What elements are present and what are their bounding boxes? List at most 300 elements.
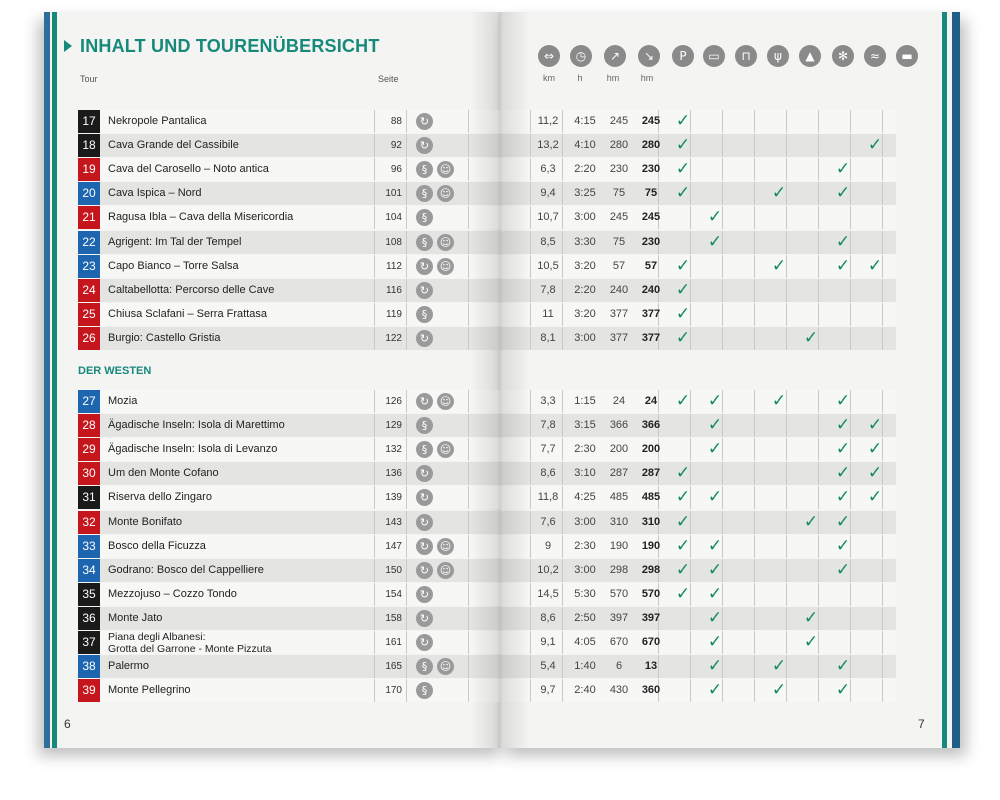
loop-route-icon: ↻ — [416, 586, 433, 603]
tour-page-number[interactable]: 143 — [385, 516, 402, 528]
column-divider — [468, 486, 469, 509]
tour-hm2: 397 — [641, 611, 661, 624]
column-divider — [468, 462, 469, 485]
column-divider — [374, 535, 375, 558]
column-divider — [530, 327, 531, 350]
column-divider — [754, 255, 755, 278]
tour-km: 14,5 — [537, 587, 559, 600]
tour-page-number[interactable]: 116 — [386, 284, 402, 296]
swimming-icon: ≈ — [864, 45, 886, 67]
tour-h: 1:15 — [574, 395, 596, 407]
tour-hm1: 366 — [609, 419, 629, 432]
tour-hm2: 377 — [641, 331, 661, 344]
column-divider — [818, 414, 819, 437]
checkmark-icon: ✓ — [835, 511, 851, 532]
tour-name[interactable]: Agrigent: Im Tal der Tempel — [108, 235, 242, 248]
tour-name[interactable]: Mezzojuso – Cozzo Tondo — [108, 587, 237, 600]
tour-name[interactable]: Ragusa Ibla – Cava della Misericordia — [108, 211, 294, 224]
checkmark-icon: ✓ — [867, 463, 883, 484]
column-divider — [374, 303, 375, 326]
column-divider — [850, 206, 851, 229]
column-divider — [754, 279, 755, 302]
column-divider — [468, 655, 469, 678]
column-divider — [786, 231, 787, 254]
tour-number: 21 — [78, 206, 100, 229]
checkmark-icon: ✓ — [675, 583, 691, 604]
column-divider — [754, 438, 755, 461]
table-row — [78, 206, 896, 229]
column-divider — [374, 462, 375, 485]
table-row — [78, 655, 896, 678]
checkmark-icon: ✓ — [675, 111, 691, 131]
checkmark-icon: ✓ — [675, 183, 691, 204]
tour-name[interactable]: Cava Ispica – Nord — [108, 187, 202, 200]
tour-hm1: 670 — [609, 636, 629, 648]
column-divider — [468, 134, 469, 157]
tour-number: 31 — [78, 486, 100, 509]
tour-page-number[interactable]: 88 — [390, 116, 402, 127]
tour-h: 5:30 — [574, 587, 596, 600]
tour-name[interactable]: Ägadische Inseln: Isola di Marettimo — [108, 419, 285, 432]
tour-hm2: 24 — [644, 395, 658, 407]
tour-hm2: 230 — [641, 235, 661, 248]
parking-icon: P — [672, 45, 694, 67]
column-divider — [882, 679, 883, 702]
family-friendly-icon: ☺ — [437, 562, 454, 579]
column-divider — [468, 511, 469, 534]
checkmark-icon: ✓ — [707, 583, 723, 604]
family-friendly-icon: ☺ — [437, 538, 454, 555]
tour-h: 3:00 — [574, 563, 596, 576]
family-friendly-icon: ☺ — [437, 185, 454, 202]
column-divider — [754, 110, 755, 133]
table-row — [78, 462, 896, 485]
column-divider — [882, 303, 883, 326]
table-row — [78, 303, 896, 326]
column-divider — [786, 607, 787, 630]
tour-name[interactable]: Nekropole Pantalica — [108, 115, 207, 127]
column-divider — [722, 158, 723, 181]
column-divider — [818, 110, 819, 133]
checkmark-icon: ✓ — [867, 487, 883, 508]
one-way-route-icon: § — [416, 185, 433, 202]
column-divider — [406, 231, 407, 254]
table-row — [78, 486, 896, 509]
column-divider — [374, 438, 375, 461]
column-divider — [406, 583, 407, 606]
tour-page-number[interactable]: 129 — [385, 420, 402, 432]
column-divider — [530, 110, 531, 133]
column-divider — [406, 438, 407, 461]
tour-hm1: 298 — [609, 563, 629, 576]
tour-number: 35 — [78, 583, 100, 606]
column-divider — [722, 303, 723, 326]
right-page-edge-strip — [942, 12, 947, 748]
column-divider — [786, 438, 787, 461]
tour-hm2: 57 — [644, 259, 658, 272]
tour-hm2: 230 — [641, 163, 661, 176]
column-divider — [786, 110, 787, 133]
tour-name[interactable]: Mozia — [108, 395, 138, 407]
column-divider — [786, 327, 787, 350]
cable-car-icon: ⊓ — [735, 45, 757, 67]
column-divider — [786, 559, 787, 582]
table-row — [78, 511, 896, 534]
tour-page-number[interactable]: 147 — [385, 540, 402, 552]
column-divider — [468, 535, 469, 558]
tour-km: 11,8 — [537, 491, 559, 504]
checkmark-icon: ✓ — [675, 559, 691, 580]
column-divider — [850, 327, 851, 350]
column-divider — [882, 559, 883, 582]
table-row — [78, 679, 896, 702]
tour-name[interactable]: Caltabellotta: Percorso delle Cave — [108, 283, 275, 296]
column-divider — [530, 255, 531, 278]
tour-h: 3:25 — [574, 187, 596, 200]
tour-number: 20 — [78, 182, 100, 205]
tour-number: 22 — [78, 231, 100, 254]
table-row — [78, 607, 896, 630]
column-divider — [406, 631, 407, 654]
tour-h: 2:20 — [574, 163, 596, 176]
column-divider — [882, 535, 883, 558]
column-divider — [406, 486, 407, 509]
column-divider — [754, 390, 755, 413]
tour-number: 34 — [78, 559, 100, 582]
tour-number: 37 — [78, 631, 100, 654]
loop-route-icon: ↻ — [416, 113, 433, 130]
column-divider — [850, 631, 851, 654]
tour-km: 8,5 — [540, 235, 556, 248]
column-divider — [882, 655, 883, 678]
checkmark-icon: ✓ — [835, 559, 851, 580]
checkmark-icon: ✓ — [675, 511, 691, 532]
tour-hm2: 670 — [641, 636, 661, 648]
column-divider — [690, 679, 691, 702]
column-divider — [818, 390, 819, 413]
column-divider — [530, 438, 531, 461]
checkmark-icon: ✓ — [835, 415, 851, 436]
tour-h: 2:30 — [574, 443, 596, 456]
tour-number: 36 — [78, 607, 100, 630]
tour-page-number[interactable]: 165 — [385, 661, 402, 673]
descent-arrow-icon: ↘ — [638, 45, 660, 67]
column-divider — [374, 414, 375, 437]
one-way-route-icon: § — [416, 441, 433, 458]
tour-hm2: 240 — [641, 283, 661, 296]
column-divider — [818, 486, 819, 509]
tour-number: 19 — [78, 158, 100, 181]
tour-km: 9,4 — [540, 187, 556, 200]
column-divider — [882, 158, 883, 181]
column-divider — [374, 255, 375, 278]
tour-page-number[interactable]: 112 — [386, 260, 402, 272]
tour-hm2: 377 — [641, 307, 661, 320]
checkmark-icon: ✓ — [707, 632, 723, 652]
column-divider — [754, 182, 755, 205]
tour-hm2: 190 — [641, 539, 661, 552]
column-divider — [786, 134, 787, 157]
tour-km: 13,2 — [537, 139, 559, 152]
tour-name[interactable]: Palermo — [108, 660, 149, 673]
tour-name[interactable]: Monte Bonifato — [108, 515, 182, 528]
tour-name[interactable]: Monte Jato — [108, 611, 163, 624]
column-divider — [722, 327, 723, 350]
checkmark-icon: ✓ — [803, 511, 819, 532]
tour-hm1: 280 — [609, 139, 629, 152]
checkmark-icon: ✓ — [707, 559, 723, 580]
tour-km: 6,3 — [540, 163, 556, 176]
checkmark-icon: ✓ — [675, 463, 691, 484]
tour-page-number[interactable]: 139 — [385, 492, 402, 504]
column-divider — [754, 607, 755, 630]
tour-h: 2:40 — [574, 684, 596, 697]
column-divider — [374, 679, 375, 702]
tour-page-number[interactable]: 150 — [385, 564, 402, 576]
column-divider — [468, 607, 469, 630]
column-divider — [818, 303, 819, 326]
checkmark-icon: ✓ — [707, 656, 723, 677]
table-row — [78, 414, 896, 437]
tour-hm1: 310 — [609, 515, 629, 528]
column-divider — [786, 462, 787, 485]
tour-page-number[interactable]: 170 — [385, 685, 402, 697]
page-title: INHALT UND TOURENÜBERSICHT — [80, 36, 380, 56]
bus-icon: ▭ — [703, 45, 725, 67]
table-row — [78, 559, 896, 582]
tour-hm2: 298 — [641, 563, 661, 576]
checkmark-icon: ✓ — [835, 535, 851, 556]
column-divider — [374, 231, 375, 254]
tour-name[interactable]: Capo Bianco – Torre Salsa — [108, 259, 239, 272]
bed-icon: ▬ — [896, 45, 918, 67]
tour-page-number[interactable]: 92 — [390, 140, 402, 152]
tour-km: 10,2 — [537, 563, 559, 576]
column-divider — [530, 535, 531, 558]
column-divider — [530, 583, 531, 606]
tour-page-number[interactable]: 108 — [385, 236, 402, 248]
restaurant-icon: ψ — [767, 45, 789, 67]
tour-name[interactable]: Ägadische Inseln: Isola di Levanzo — [108, 443, 278, 456]
table-row — [78, 255, 896, 278]
tour-h: 3:00 — [574, 515, 596, 528]
column-divider — [406, 559, 407, 582]
checkmark-icon: ✓ — [803, 632, 819, 652]
column-divider — [530, 279, 531, 302]
column-divider — [374, 655, 375, 678]
column-divider — [690, 607, 691, 630]
tour-km: 8,1 — [540, 331, 556, 344]
tour-page-number[interactable]: 126 — [385, 396, 402, 407]
tour-hm1: 75 — [612, 235, 626, 248]
column-divider — [850, 583, 851, 606]
column-divider — [722, 182, 723, 205]
tour-page-number[interactable]: 104 — [385, 212, 402, 224]
tour-name[interactable] — [108, 631, 271, 655]
column-divider — [722, 134, 723, 157]
column-divider — [754, 511, 755, 534]
column-divider — [786, 486, 787, 509]
column-divider — [818, 583, 819, 606]
checkmark-icon: ✓ — [707, 487, 723, 508]
column-divider — [722, 110, 723, 133]
tour-km: 9,1 — [540, 636, 556, 648]
tour-number: 30 — [78, 462, 100, 485]
family-friendly-icon: ☺ — [437, 258, 454, 275]
tour-hm1: 245 — [609, 211, 629, 224]
checkmark-icon: ✓ — [867, 439, 883, 460]
tour-page-number[interactable]: 136 — [385, 468, 402, 480]
family-friendly-icon: ☺ — [437, 393, 454, 410]
one-way-route-icon: § — [416, 682, 433, 699]
column-divider — [754, 559, 755, 582]
title-arrow-icon — [64, 40, 72, 52]
tour-hm1: 75 — [612, 187, 626, 200]
tour-hm1: 397 — [609, 611, 629, 624]
checkmark-icon: ✓ — [867, 135, 883, 156]
tour-h: 4:25 — [574, 491, 596, 504]
column-divider — [722, 255, 723, 278]
column-divider — [374, 279, 375, 302]
summit-icon: ▲ — [799, 45, 821, 67]
tour-number: 24 — [78, 279, 100, 302]
checkmark-icon: ✓ — [771, 680, 787, 701]
tour-h: 4:10 — [574, 139, 596, 152]
checkmark-icon: ✓ — [771, 391, 787, 411]
checkmark-icon: ✓ — [675, 303, 691, 324]
tour-page-number[interactable]: 96 — [390, 164, 402, 176]
tour-name[interactable]: Cava del Carosello – Noto antica — [108, 163, 269, 176]
column-divider — [374, 206, 375, 229]
checkmark-icon: ✓ — [707, 680, 723, 701]
tour-page-number[interactable]: 158 — [385, 612, 402, 624]
column-divider — [374, 583, 375, 606]
column-divider — [786, 511, 787, 534]
column-divider — [690, 655, 691, 678]
column-divider — [406, 607, 407, 630]
tour-name[interactable]: Cava Grande del Cassibile — [108, 139, 239, 152]
column-divider — [882, 110, 883, 133]
checkmark-icon: ✓ — [835, 159, 851, 180]
tour-page-number[interactable]: 101 — [385, 188, 402, 200]
column-divider — [818, 559, 819, 582]
tour-name[interactable]: Riserva dello Zingaro — [108, 491, 212, 504]
checkmark-icon: ✓ — [707, 231, 723, 252]
column-divider — [530, 206, 531, 229]
tour-h: 3:00 — [574, 331, 596, 344]
tour-page-number[interactable]: 122 — [385, 332, 402, 344]
column-divider — [530, 303, 531, 326]
column-divider — [850, 279, 851, 302]
column-divider — [754, 655, 755, 678]
column-divider — [406, 279, 407, 302]
column-divider — [818, 255, 819, 278]
column-divider — [374, 327, 375, 350]
family-friendly-icon: ☺ — [437, 658, 454, 675]
column-header-seite: Seite — [378, 74, 399, 84]
checkmark-icon: ✓ — [803, 327, 819, 348]
tour-name[interactable]: Bosco della Ficuzza — [108, 539, 206, 552]
tour-name[interactable]: Chiusa Sclafani – Serra Frattasa — [108, 307, 267, 320]
column-divider — [786, 303, 787, 326]
tour-page-number[interactable]: 119 — [386, 308, 402, 320]
column-divider — [468, 583, 469, 606]
column-divider — [406, 535, 407, 558]
tour-name[interactable]: Godrano: Bosco del Cappelliere — [108, 563, 264, 576]
column-divider — [818, 206, 819, 229]
tour-hm2: 485 — [641, 491, 661, 504]
tour-hm2: 360 — [641, 684, 661, 697]
table-row — [78, 390, 896, 413]
one-way-route-icon: § — [416, 209, 433, 226]
tour-page-number[interactable]: 132 — [385, 444, 402, 456]
tour-name[interactable]: Um den Monte Cofano — [108, 467, 219, 480]
column-divider — [374, 486, 375, 509]
loop-route-icon: ↻ — [416, 465, 433, 482]
column-divider — [406, 134, 407, 157]
checkmark-icon: ✓ — [675, 159, 691, 180]
tour-page-number[interactable]: 154 — [385, 588, 402, 600]
tour-hm2: 366 — [641, 419, 661, 432]
column-divider — [406, 158, 407, 181]
column-divider — [468, 279, 469, 302]
one-way-route-icon: § — [416, 161, 433, 178]
tour-page-number[interactable]: 161 — [385, 637, 402, 648]
column-divider — [754, 631, 755, 654]
column-divider — [530, 631, 531, 654]
column-divider — [818, 438, 819, 461]
checkmark-icon: ✓ — [675, 535, 691, 556]
table-row — [78, 110, 896, 133]
family-friendly-icon: ☺ — [437, 234, 454, 251]
column-divider — [754, 327, 755, 350]
column-divider — [882, 583, 883, 606]
checkmark-icon: ✓ — [675, 487, 691, 508]
tour-km: 8,6 — [540, 467, 556, 480]
checkmark-icon: ✓ — [707, 535, 723, 556]
column-divider — [818, 535, 819, 558]
tour-hm2: 13 — [644, 660, 658, 673]
tour-name[interactable]: Monte Pellegrino — [108, 684, 191, 697]
column-divider — [530, 679, 531, 702]
checkmark-icon: ✓ — [707, 415, 723, 436]
column-divider — [374, 390, 375, 413]
column-divider — [530, 607, 531, 630]
tour-hm1: 24 — [612, 395, 626, 407]
checkmark-icon: ✓ — [675, 391, 691, 411]
tour-km: 3,3 — [540, 395, 556, 407]
column-divider — [754, 303, 755, 326]
column-divider — [374, 182, 375, 205]
column-divider — [406, 206, 407, 229]
tour-km: 9 — [544, 539, 552, 552]
column-divider — [468, 158, 469, 181]
column-divider — [818, 279, 819, 302]
column-divider — [690, 206, 691, 229]
column-divider — [882, 231, 883, 254]
tour-number: 29 — [78, 438, 100, 461]
column-divider — [882, 279, 883, 302]
tour-number: 28 — [78, 414, 100, 437]
column-divider — [530, 655, 531, 678]
tour-number: 25 — [78, 303, 100, 326]
column-divider — [690, 231, 691, 254]
tour-km: 7,7 — [540, 443, 556, 456]
one-way-route-icon: § — [416, 658, 433, 675]
column-divider — [786, 206, 787, 229]
tour-name[interactable]: Burgio: Castello Gristia — [108, 331, 221, 344]
loop-route-icon: ↻ — [416, 634, 433, 651]
